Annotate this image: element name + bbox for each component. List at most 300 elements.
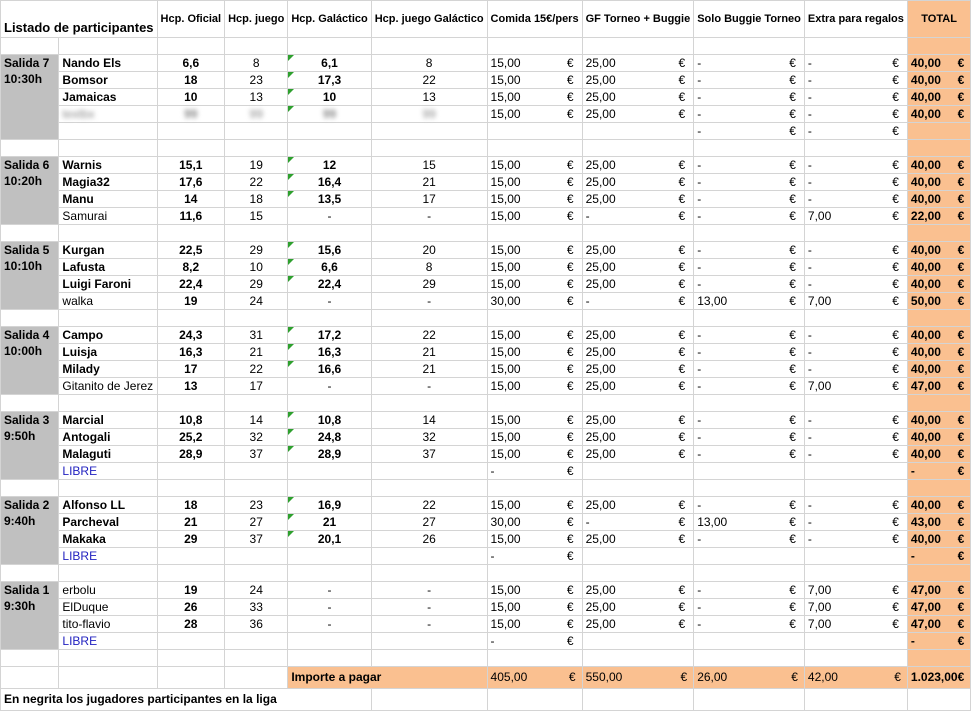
empty-cell[interactable]: [157, 140, 225, 157]
comida-cell[interactable]: [487, 361, 582, 378]
total-gf-cell[interactable]: [582, 667, 694, 689]
hcp-oficial-cell[interactable]: [157, 361, 225, 378]
empty-cell[interactable]: [907, 650, 970, 667]
hcp-juego-cell[interactable]: [225, 429, 288, 446]
extra-regalos-cell[interactable]: [804, 616, 907, 633]
gf-torneo-cell[interactable]: [582, 446, 694, 463]
empty-cell[interactable]: [157, 565, 225, 582]
player-name-cell[interactable]: [59, 106, 157, 123]
solo-buggie-cell[interactable]: [694, 531, 805, 548]
extra-regalos-cell[interactable]: [804, 514, 907, 531]
hcp-oficial-cell[interactable]: [157, 72, 225, 89]
gf-torneo-cell[interactable]: [582, 361, 694, 378]
hcp-galactico-cell[interactable]: [288, 174, 371, 191]
solo-buggie-cell[interactable]: [694, 89, 805, 106]
empty-cell[interactable]: [1, 650, 59, 667]
hcp-juego-galactico-cell[interactable]: [371, 174, 487, 191]
hcp-juego-cell[interactable]: [225, 378, 288, 395]
extra-regalos-cell[interactable]: [804, 582, 907, 599]
player-name-cell[interactable]: [59, 514, 157, 531]
gf-torneo-cell[interactable]: [582, 55, 694, 72]
hcp-galactico-cell[interactable]: [288, 276, 371, 293]
extra-regalos-cell[interactable]: [804, 361, 907, 378]
solo-buggie-cell[interactable]: [694, 242, 805, 259]
hcp-juego-galactico-cell[interactable]: [371, 191, 487, 208]
extra-regalos-cell[interactable]: [804, 599, 907, 616]
empty-cell[interactable]: [487, 140, 582, 157]
empty-cell[interactable]: [371, 565, 487, 582]
empty-cell[interactable]: [804, 565, 907, 582]
player-name-cell[interactable]: [59, 361, 157, 378]
player-name-cell[interactable]: [59, 72, 157, 89]
gf-torneo-cell[interactable]: [582, 208, 694, 225]
empty-cell[interactable]: [288, 225, 371, 242]
hcp-juego-galactico-cell[interactable]: [371, 633, 487, 650]
empty-cell[interactable]: [582, 395, 694, 412]
hcp-juego-galactico-cell[interactable]: [371, 276, 487, 293]
extra-regalos-cell[interactable]: [804, 106, 907, 123]
empty-cell[interactable]: [157, 480, 225, 497]
hcp-galactico-cell[interactable]: [288, 429, 371, 446]
empty-cell[interactable]: [157, 395, 225, 412]
total-cell[interactable]: [907, 633, 970, 650]
solo-buggie-cell[interactable]: [694, 208, 805, 225]
hcp-galactico-cell[interactable]: [288, 106, 371, 123]
hcp-juego-galactico-cell[interactable]: [371, 89, 487, 106]
empty-cell[interactable]: [225, 650, 288, 667]
gf-torneo-cell[interactable]: [582, 344, 694, 361]
gf-torneo-cell[interactable]: [582, 429, 694, 446]
hcp-juego-galactico-cell[interactable]: [371, 497, 487, 514]
hcp-oficial-cell[interactable]: [157, 633, 225, 650]
solo-buggie-cell[interactable]: [694, 123, 805, 140]
hcp-juego-cell[interactable]: [225, 72, 288, 89]
comida-cell[interactable]: [487, 55, 582, 72]
comida-cell[interactable]: [487, 429, 582, 446]
total-cell[interactable]: [907, 259, 970, 276]
empty-cell[interactable]: [804, 38, 907, 55]
empty-cell[interactable]: [225, 667, 288, 689]
solo-buggie-cell[interactable]: [694, 327, 805, 344]
empty-cell[interactable]: [582, 225, 694, 242]
hcp-juego-cell[interactable]: [225, 531, 288, 548]
player-name-cell[interactable]: [59, 89, 157, 106]
empty-cell[interactable]: [1, 480, 59, 497]
player-name-cell[interactable]: [59, 599, 157, 616]
hcp-juego-galactico-cell[interactable]: [371, 344, 487, 361]
hcp-juego-cell[interactable]: [225, 123, 288, 140]
total-cell[interactable]: [907, 208, 970, 225]
solo-buggie-cell[interactable]: [694, 497, 805, 514]
hcp-oficial-cell[interactable]: [157, 514, 225, 531]
hcp-galactico-cell[interactable]: [288, 531, 371, 548]
player-name-cell[interactable]: [59, 582, 157, 599]
empty-cell[interactable]: [694, 225, 805, 242]
hcp-juego-cell[interactable]: [225, 242, 288, 259]
empty-cell[interactable]: [907, 38, 970, 55]
hcp-galactico-cell[interactable]: [288, 446, 371, 463]
empty-cell[interactable]: [1, 395, 59, 412]
total-cell[interactable]: [907, 548, 970, 565]
empty-cell[interactable]: [694, 310, 805, 327]
player-name-cell[interactable]: [59, 157, 157, 174]
empty-cell[interactable]: [907, 225, 970, 242]
hcp-oficial-cell[interactable]: [157, 276, 225, 293]
empty-cell[interactable]: [907, 689, 970, 711]
hcp-galactico-cell[interactable]: [288, 582, 371, 599]
extra-regalos-cell[interactable]: [804, 412, 907, 429]
hcp-oficial-cell[interactable]: [157, 616, 225, 633]
hcp-oficial-cell[interactable]: [157, 531, 225, 548]
player-name-cell[interactable]: [59, 174, 157, 191]
total-cell[interactable]: [907, 463, 970, 480]
hcp-oficial-cell[interactable]: [157, 412, 225, 429]
extra-regalos-cell[interactable]: [804, 123, 907, 140]
gf-torneo-cell[interactable]: [582, 259, 694, 276]
empty-cell[interactable]: [804, 140, 907, 157]
hcp-galactico-cell[interactable]: [288, 259, 371, 276]
extra-regalos-cell[interactable]: [804, 259, 907, 276]
hcp-oficial-cell[interactable]: [157, 106, 225, 123]
total-cell[interactable]: [907, 531, 970, 548]
extra-regalos-cell[interactable]: [804, 208, 907, 225]
hcp-juego-galactico-cell[interactable]: [371, 463, 487, 480]
empty-cell[interactable]: [225, 225, 288, 242]
empty-cell[interactable]: [582, 650, 694, 667]
comida-cell[interactable]: [487, 191, 582, 208]
hcp-oficial-cell[interactable]: [157, 582, 225, 599]
hcp-oficial-cell[interactable]: [157, 497, 225, 514]
comida-cell[interactable]: [487, 412, 582, 429]
comida-cell[interactable]: [487, 633, 582, 650]
comida-cell[interactable]: [487, 616, 582, 633]
hcp-oficial-cell[interactable]: [157, 378, 225, 395]
gf-torneo-cell[interactable]: [582, 633, 694, 650]
gf-torneo-cell[interactable]: [582, 582, 694, 599]
empty-cell[interactable]: [1, 565, 59, 582]
player-name-cell[interactable]: [59, 497, 157, 514]
empty-cell[interactable]: [225, 38, 288, 55]
total-cell[interactable]: [907, 89, 970, 106]
hcp-juego-galactico-cell[interactable]: [371, 599, 487, 616]
empty-cell[interactable]: [59, 565, 157, 582]
solo-buggie-cell[interactable]: [694, 106, 805, 123]
total-cell[interactable]: [907, 123, 970, 140]
extra-regalos-cell[interactable]: [804, 157, 907, 174]
total-cell[interactable]: [907, 429, 970, 446]
solo-buggie-cell[interactable]: [694, 446, 805, 463]
gf-torneo-cell[interactable]: [582, 531, 694, 548]
solo-buggie-cell[interactable]: [694, 344, 805, 361]
hcp-juego-galactico-cell[interactable]: [371, 378, 487, 395]
empty-cell[interactable]: [907, 565, 970, 582]
empty-cell[interactable]: [1, 310, 59, 327]
comida-cell[interactable]: [487, 344, 582, 361]
empty-cell[interactable]: [371, 225, 487, 242]
empty-cell[interactable]: [804, 395, 907, 412]
total-cell[interactable]: [907, 327, 970, 344]
hcp-juego-galactico-cell[interactable]: [371, 548, 487, 565]
solo-buggie-cell[interactable]: [694, 548, 805, 565]
extra-regalos-cell[interactable]: [804, 378, 907, 395]
total-cell[interactable]: [907, 174, 970, 191]
hcp-galactico-cell[interactable]: [288, 55, 371, 72]
gf-torneo-cell[interactable]: [582, 514, 694, 531]
player-name-cell[interactable]: [59, 293, 157, 310]
hcp-galactico-cell[interactable]: [288, 293, 371, 310]
hcp-galactico-cell[interactable]: [288, 463, 371, 480]
extra-regalos-cell[interactable]: [804, 497, 907, 514]
hcp-juego-galactico-cell[interactable]: [371, 293, 487, 310]
hcp-juego-galactico-cell[interactable]: [371, 361, 487, 378]
extra-regalos-cell[interactable]: [804, 242, 907, 259]
empty-cell[interactable]: [225, 310, 288, 327]
extra-regalos-cell[interactable]: [804, 548, 907, 565]
empty-cell[interactable]: [59, 480, 157, 497]
comida-cell[interactable]: [487, 157, 582, 174]
empty-cell[interactable]: [288, 310, 371, 327]
solo-buggie-cell[interactable]: [694, 412, 805, 429]
hcp-juego-cell[interactable]: [225, 157, 288, 174]
empty-cell[interactable]: [694, 650, 805, 667]
solo-buggie-cell[interactable]: [694, 633, 805, 650]
empty-cell[interactable]: [59, 140, 157, 157]
empty-cell[interactable]: [804, 650, 907, 667]
empty-cell[interactable]: [804, 225, 907, 242]
gf-torneo-cell[interactable]: [582, 463, 694, 480]
extra-regalos-cell[interactable]: [804, 344, 907, 361]
total-comida-cell[interactable]: [487, 667, 582, 689]
empty-cell[interactable]: [371, 38, 487, 55]
player-name-cell[interactable]: [59, 378, 157, 395]
solo-buggie-cell[interactable]: [694, 599, 805, 616]
extra-regalos-cell[interactable]: [804, 191, 907, 208]
hcp-oficial-cell[interactable]: [157, 55, 225, 72]
total-cell[interactable]: [907, 599, 970, 616]
empty-cell[interactable]: [487, 689, 582, 711]
empty-cell[interactable]: [157, 225, 225, 242]
hcp-juego-galactico-cell[interactable]: [371, 429, 487, 446]
gf-torneo-cell[interactable]: [582, 174, 694, 191]
solo-buggie-cell[interactable]: [694, 429, 805, 446]
hcp-oficial-cell[interactable]: [157, 599, 225, 616]
empty-cell[interactable]: [907, 395, 970, 412]
gf-torneo-cell[interactable]: [582, 412, 694, 429]
solo-buggie-cell[interactable]: [694, 361, 805, 378]
hcp-galactico-cell[interactable]: [288, 242, 371, 259]
hcp-juego-galactico-cell[interactable]: [371, 106, 487, 123]
solo-buggie-cell[interactable]: [694, 55, 805, 72]
hcp-oficial-cell[interactable]: [157, 123, 225, 140]
solo-buggie-cell[interactable]: [694, 616, 805, 633]
extra-regalos-cell[interactable]: [804, 89, 907, 106]
solo-buggie-cell[interactable]: [694, 259, 805, 276]
comida-cell[interactable]: [487, 242, 582, 259]
total-cell[interactable]: [907, 276, 970, 293]
hcp-juego-cell[interactable]: [225, 633, 288, 650]
empty-cell[interactable]: [694, 38, 805, 55]
comida-cell[interactable]: [487, 174, 582, 191]
hcp-oficial-cell[interactable]: [157, 463, 225, 480]
comida-cell[interactable]: [487, 599, 582, 616]
hcp-juego-cell[interactable]: [225, 412, 288, 429]
extra-regalos-cell[interactable]: [804, 276, 907, 293]
empty-cell[interactable]: [804, 689, 907, 711]
empty-cell[interactable]: [804, 480, 907, 497]
solo-buggie-cell[interactable]: [694, 378, 805, 395]
empty-cell[interactable]: [1, 225, 59, 242]
gf-torneo-cell[interactable]: [582, 72, 694, 89]
hcp-juego-cell[interactable]: [225, 89, 288, 106]
hcp-juego-cell[interactable]: [225, 599, 288, 616]
hcp-juego-galactico-cell[interactable]: [371, 616, 487, 633]
hcp-juego-cell[interactable]: [225, 361, 288, 378]
empty-cell[interactable]: [225, 480, 288, 497]
empty-cell[interactable]: [225, 140, 288, 157]
empty-cell[interactable]: [225, 565, 288, 582]
gf-torneo-cell[interactable]: [582, 242, 694, 259]
hcp-galactico-cell[interactable]: [288, 599, 371, 616]
empty-cell[interactable]: [487, 395, 582, 412]
hcp-galactico-cell[interactable]: [288, 361, 371, 378]
solo-buggie-cell[interactable]: [694, 157, 805, 174]
comida-cell[interactable]: [487, 497, 582, 514]
hcp-galactico-cell[interactable]: [288, 616, 371, 633]
hcp-oficial-cell[interactable]: [157, 242, 225, 259]
total-cell[interactable]: [907, 514, 970, 531]
empty-cell[interactable]: [487, 565, 582, 582]
extra-regalos-cell[interactable]: [804, 446, 907, 463]
empty-cell[interactable]: [59, 395, 157, 412]
empty-cell[interactable]: [907, 310, 970, 327]
empty-cell[interactable]: [157, 650, 225, 667]
hcp-oficial-cell[interactable]: [157, 157, 225, 174]
empty-cell[interactable]: [487, 650, 582, 667]
empty-cell[interactable]: [582, 689, 694, 711]
total-cell[interactable]: [907, 412, 970, 429]
hcp-juego-cell[interactable]: [225, 344, 288, 361]
empty-cell[interactable]: [582, 310, 694, 327]
empty-cell[interactable]: [157, 310, 225, 327]
empty-cell[interactable]: [694, 480, 805, 497]
hcp-oficial-cell[interactable]: [157, 208, 225, 225]
empty-cell[interactable]: [225, 395, 288, 412]
empty-cell[interactable]: [582, 480, 694, 497]
empty-cell[interactable]: [1, 667, 59, 689]
empty-cell[interactable]: [694, 565, 805, 582]
empty-cell[interactable]: [288, 38, 371, 55]
solo-buggie-cell[interactable]: [694, 514, 805, 531]
empty-cell[interactable]: [59, 225, 157, 242]
hcp-juego-cell[interactable]: [225, 276, 288, 293]
hcp-oficial-cell[interactable]: [157, 446, 225, 463]
hcp-oficial-cell[interactable]: [157, 191, 225, 208]
hcp-juego-cell[interactable]: [225, 497, 288, 514]
empty-cell[interactable]: [487, 480, 582, 497]
hcp-galactico-cell[interactable]: [288, 123, 371, 140]
player-name-cell[interactable]: [59, 276, 157, 293]
hcp-juego-galactico-cell[interactable]: [371, 446, 487, 463]
hcp-juego-cell[interactable]: [225, 327, 288, 344]
hcp-oficial-cell[interactable]: [157, 327, 225, 344]
comida-cell[interactable]: [487, 276, 582, 293]
hcp-juego-galactico-cell[interactable]: [371, 242, 487, 259]
total-extra-cell[interactable]: [804, 667, 907, 689]
gf-torneo-cell[interactable]: [582, 599, 694, 616]
empty-cell[interactable]: [487, 310, 582, 327]
empty-cell[interactable]: [907, 140, 970, 157]
comida-cell[interactable]: [487, 446, 582, 463]
extra-regalos-cell[interactable]: [804, 531, 907, 548]
gf-torneo-cell[interactable]: [582, 89, 694, 106]
comida-cell[interactable]: [487, 514, 582, 531]
player-name-cell[interactable]: [59, 344, 157, 361]
gf-torneo-cell[interactable]: [582, 157, 694, 174]
comida-cell[interactable]: [487, 72, 582, 89]
comida-cell[interactable]: [487, 548, 582, 565]
player-name-cell[interactable]: [59, 259, 157, 276]
empty-cell[interactable]: [288, 140, 371, 157]
hcp-oficial-cell[interactable]: [157, 548, 225, 565]
extra-regalos-cell[interactable]: [804, 429, 907, 446]
player-name-cell[interactable]: [59, 242, 157, 259]
extra-regalos-cell[interactable]: [804, 327, 907, 344]
comida-cell[interactable]: [487, 582, 582, 599]
total-cell[interactable]: [907, 293, 970, 310]
comida-cell[interactable]: [487, 293, 582, 310]
hcp-juego-cell[interactable]: [225, 514, 288, 531]
hcp-galactico-cell[interactable]: [288, 412, 371, 429]
hcp-juego-cell[interactable]: [225, 463, 288, 480]
comida-cell[interactable]: [487, 259, 582, 276]
gf-torneo-cell[interactable]: [582, 548, 694, 565]
hcp-juego-galactico-cell[interactable]: [371, 531, 487, 548]
hcp-juego-cell[interactable]: [225, 55, 288, 72]
hcp-juego-galactico-cell[interactable]: [371, 123, 487, 140]
empty-cell[interactable]: [59, 38, 157, 55]
empty-cell[interactable]: [288, 480, 371, 497]
hcp-galactico-cell[interactable]: [288, 344, 371, 361]
empty-cell[interactable]: [804, 310, 907, 327]
hcp-juego-cell[interactable]: [225, 616, 288, 633]
hcp-juego-cell[interactable]: [225, 106, 288, 123]
gf-torneo-cell[interactable]: [582, 191, 694, 208]
empty-cell[interactable]: [59, 667, 157, 689]
hcp-oficial-cell[interactable]: [157, 89, 225, 106]
empty-cell[interactable]: [59, 310, 157, 327]
total-cell[interactable]: [907, 582, 970, 599]
solo-buggie-cell[interactable]: [694, 72, 805, 89]
gf-torneo-cell[interactable]: [582, 616, 694, 633]
total-cell[interactable]: [907, 497, 970, 514]
gf-torneo-cell[interactable]: [582, 106, 694, 123]
hcp-juego-galactico-cell[interactable]: [371, 327, 487, 344]
empty-cell[interactable]: [371, 480, 487, 497]
comida-cell[interactable]: [487, 378, 582, 395]
total-cell[interactable]: [907, 242, 970, 259]
empty-cell[interactable]: [694, 140, 805, 157]
hcp-juego-cell[interactable]: [225, 174, 288, 191]
hcp-galactico-cell[interactable]: [288, 191, 371, 208]
player-name-cell[interactable]: [59, 446, 157, 463]
empty-cell[interactable]: [487, 38, 582, 55]
comida-cell[interactable]: [487, 89, 582, 106]
player-name-cell[interactable]: [59, 123, 157, 140]
hcp-galactico-cell[interactable]: [288, 208, 371, 225]
total-cell[interactable]: [907, 72, 970, 89]
empty-cell[interactable]: [907, 480, 970, 497]
hcp-galactico-cell[interactable]: [288, 548, 371, 565]
